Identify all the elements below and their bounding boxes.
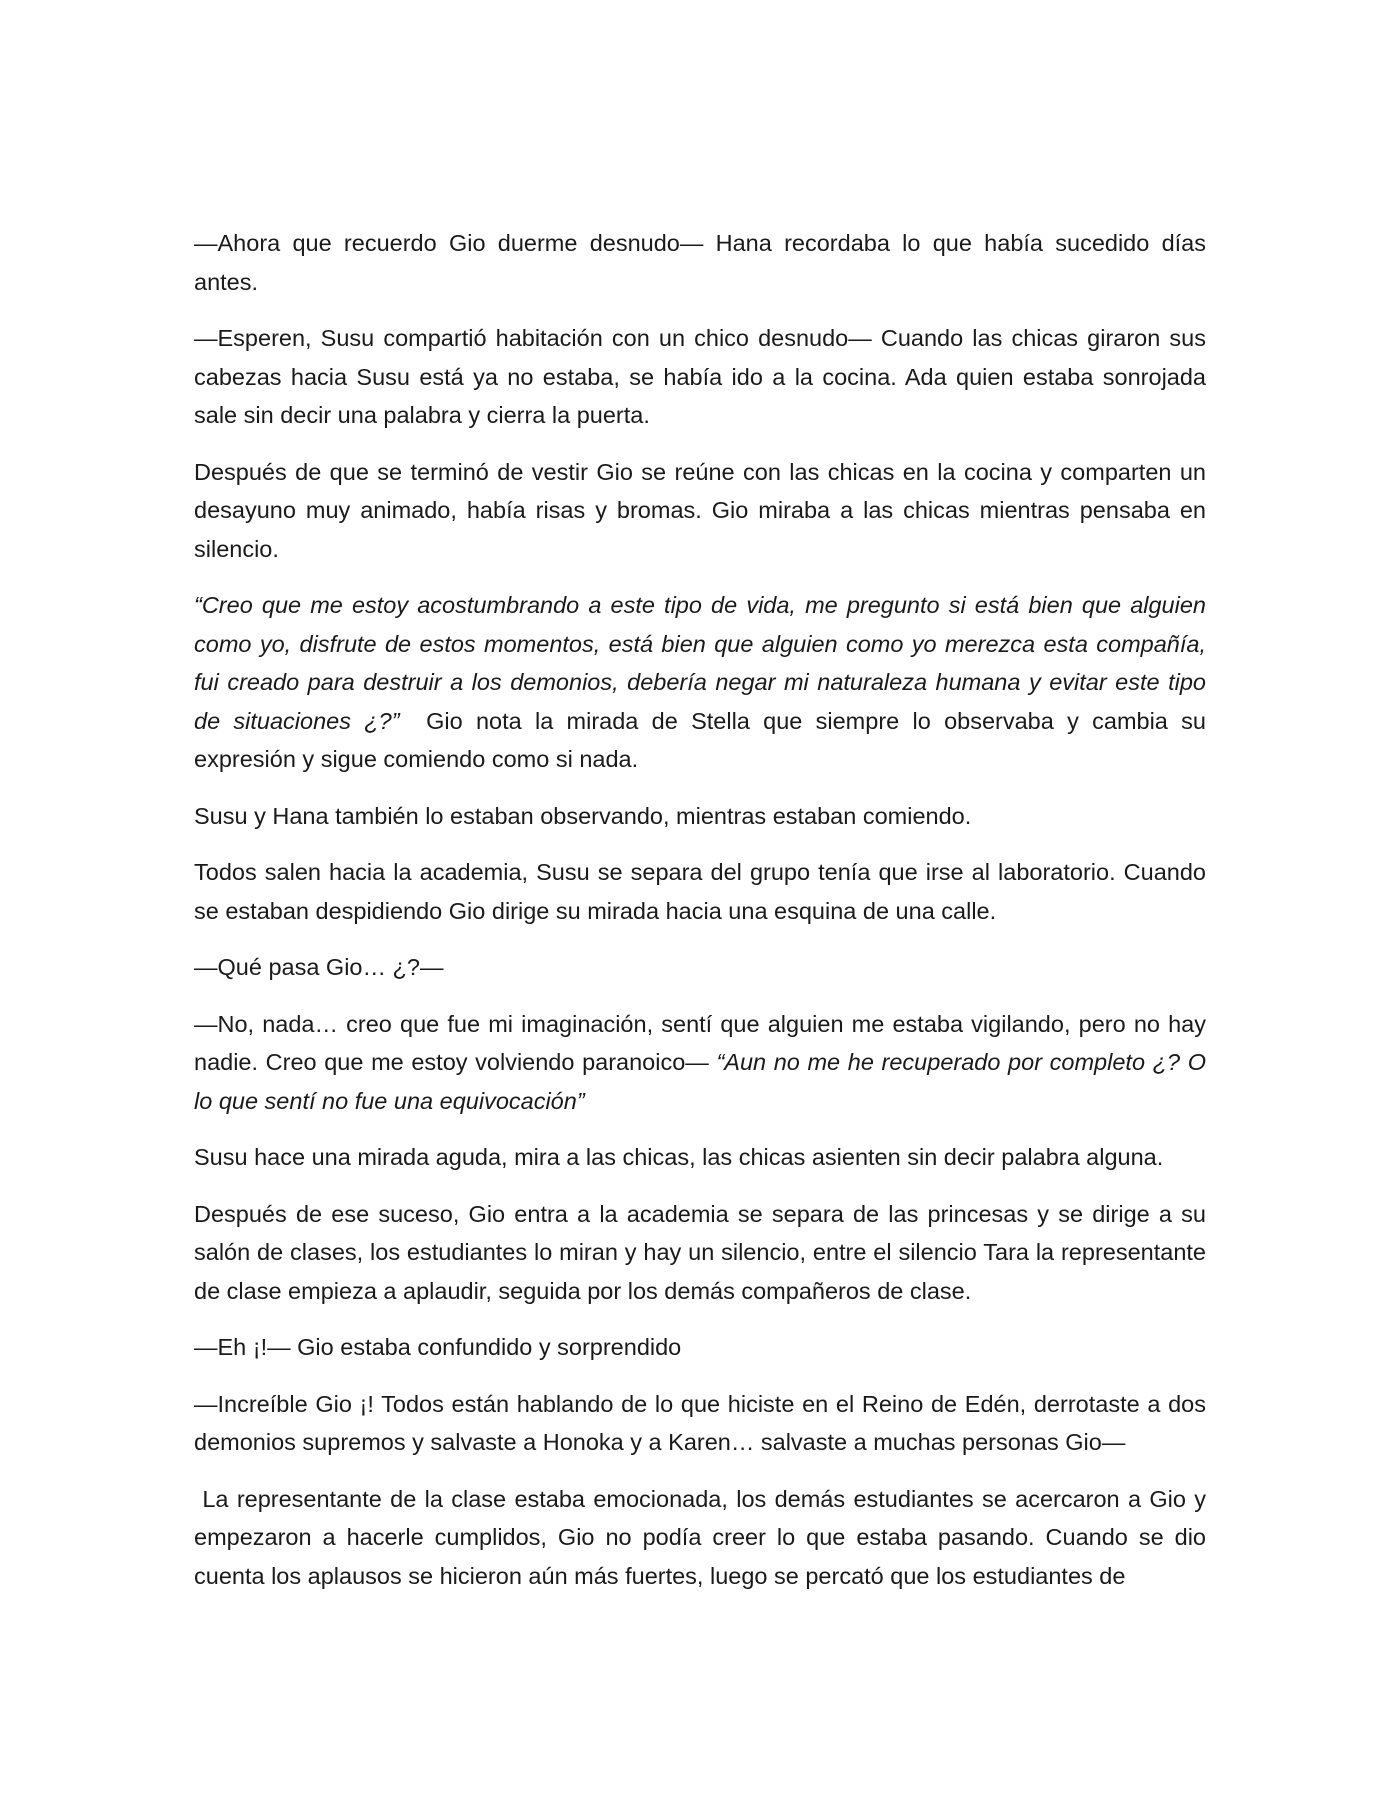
paragraph-text: —Esperen, Susu compartió habitación con un chico desnudo— Cuando las chicas giraron sus cabezas hacia Susu está ya no estaba, se había ido a la cocina. Ada quien estaba sonrojada sale sin decir una palabra y cierra la puerta. [194,325,1206,428]
paragraph-text: Gio nota la mirada de Stella que siempre lo observaba y cambia su expresión y sigue comiendo como si nada. [194,707,1213,772]
paragraph-text: Después de ese suceso, Gio entra a la academia se separa de las princesas y se dirige a su salón de clases, los estudiantes lo miran y hay un silencio, entre el silencio Tara la representante de clase empieza a aplaudir, seguida por los demás compañeros de clase. [194,1200,1206,1304]
paragraph-text: —Increíble Gio ¡! Todos están hablando de lo que hiciste en el Reino de Edén, derrotaste a dos demonios supremos y salvaste a Honoka y a Karen… salvaste a muchas personas Gio— [194,1390,1206,1455]
paragraph-text: Después de que se terminó de vestir Gio se reúne con las chicas en la cocina y comparten un desayuno muy animado, había risas y bromas. Gio miraba a las chicas mientras pensaba en silencio. [194,458,1206,562]
paragraph-3 [194,453,1206,569]
paragraph-1 [194,224,1206,301]
paragraph-8 [194,1005,1206,1121]
paragraph-7 [194,948,1206,987]
paragraph-text: Susu y Hana también lo estaban observando, mientras estaban comiendo. [194,802,972,829]
paragraph-5 [194,797,1206,836]
paragraph-9 [194,1138,1206,1177]
paragraph-text: La representante de la clase estaba emocionada, los demás estudiantes se acercaron a Gio y empezaron a hacerle cumplidos, Gio no podía creer lo que estaba pasando. Cuando se dio cuenta los aplausos se hicieron aún más fuertes, luego se percató que los estudiantes de [194,1485,1213,1589]
paragraph-text: —Eh ¡!— Gio estaba confundido y sorprendido [194,1334,682,1360]
paragraph-text: Susu hace una mirada aguda, mira a las chicas, las chicas asienten sin decir palabra alguna. [194,1144,1164,1170]
paragraph-text: —No, nada… creo que fue mi imaginación, sentí que alguien me estaba vigilando, pero no hay nadie. Creo que me estoy volviendo paranoico— [194,1010,1206,1075]
paragraph-text: —Qué pasa Gio… ¿?— [194,954,444,980]
paragraph-text: —Ahora que recuerdo Gio duerme desnudo— Hana recordaba lo que había sucedido días antes. [194,230,1206,295]
paragraph-11 [194,1328,1206,1367]
document-page [194,224,1213,1613]
inner-thought-text: “Creo que me estoy acostumbrando a este tipo de vida, me pregunto si está bien que alguien como yo, disfrute de estos momentos, está bien que alguien como yo merezca esta compañía, fui creado para destruir a los demonios, debería negar mi naturaleza humana y evitar este tipo de situaciones ¿?” [194,592,1206,734]
paragraph-text: Todos salen hacia la academia, Susu se separa del grupo tenía que irse al laboratorio. Cuando se estaban despidiendo Gio dirige su mirada hacia una esquina de una calle. [194,859,1206,924]
paragraph-10 [194,1195,1206,1311]
paragraph-12 [194,1385,1206,1462]
paragraph-4 [194,586,1213,779]
inner-thought-text: “Aun no me he recuperado por completo ¿? O lo que sentí no fue una equivocación” [194,1049,1206,1114]
paragraph-13 [194,1480,1213,1596]
paragraph-2 [194,319,1206,435]
paragraph-6 [194,853,1206,930]
